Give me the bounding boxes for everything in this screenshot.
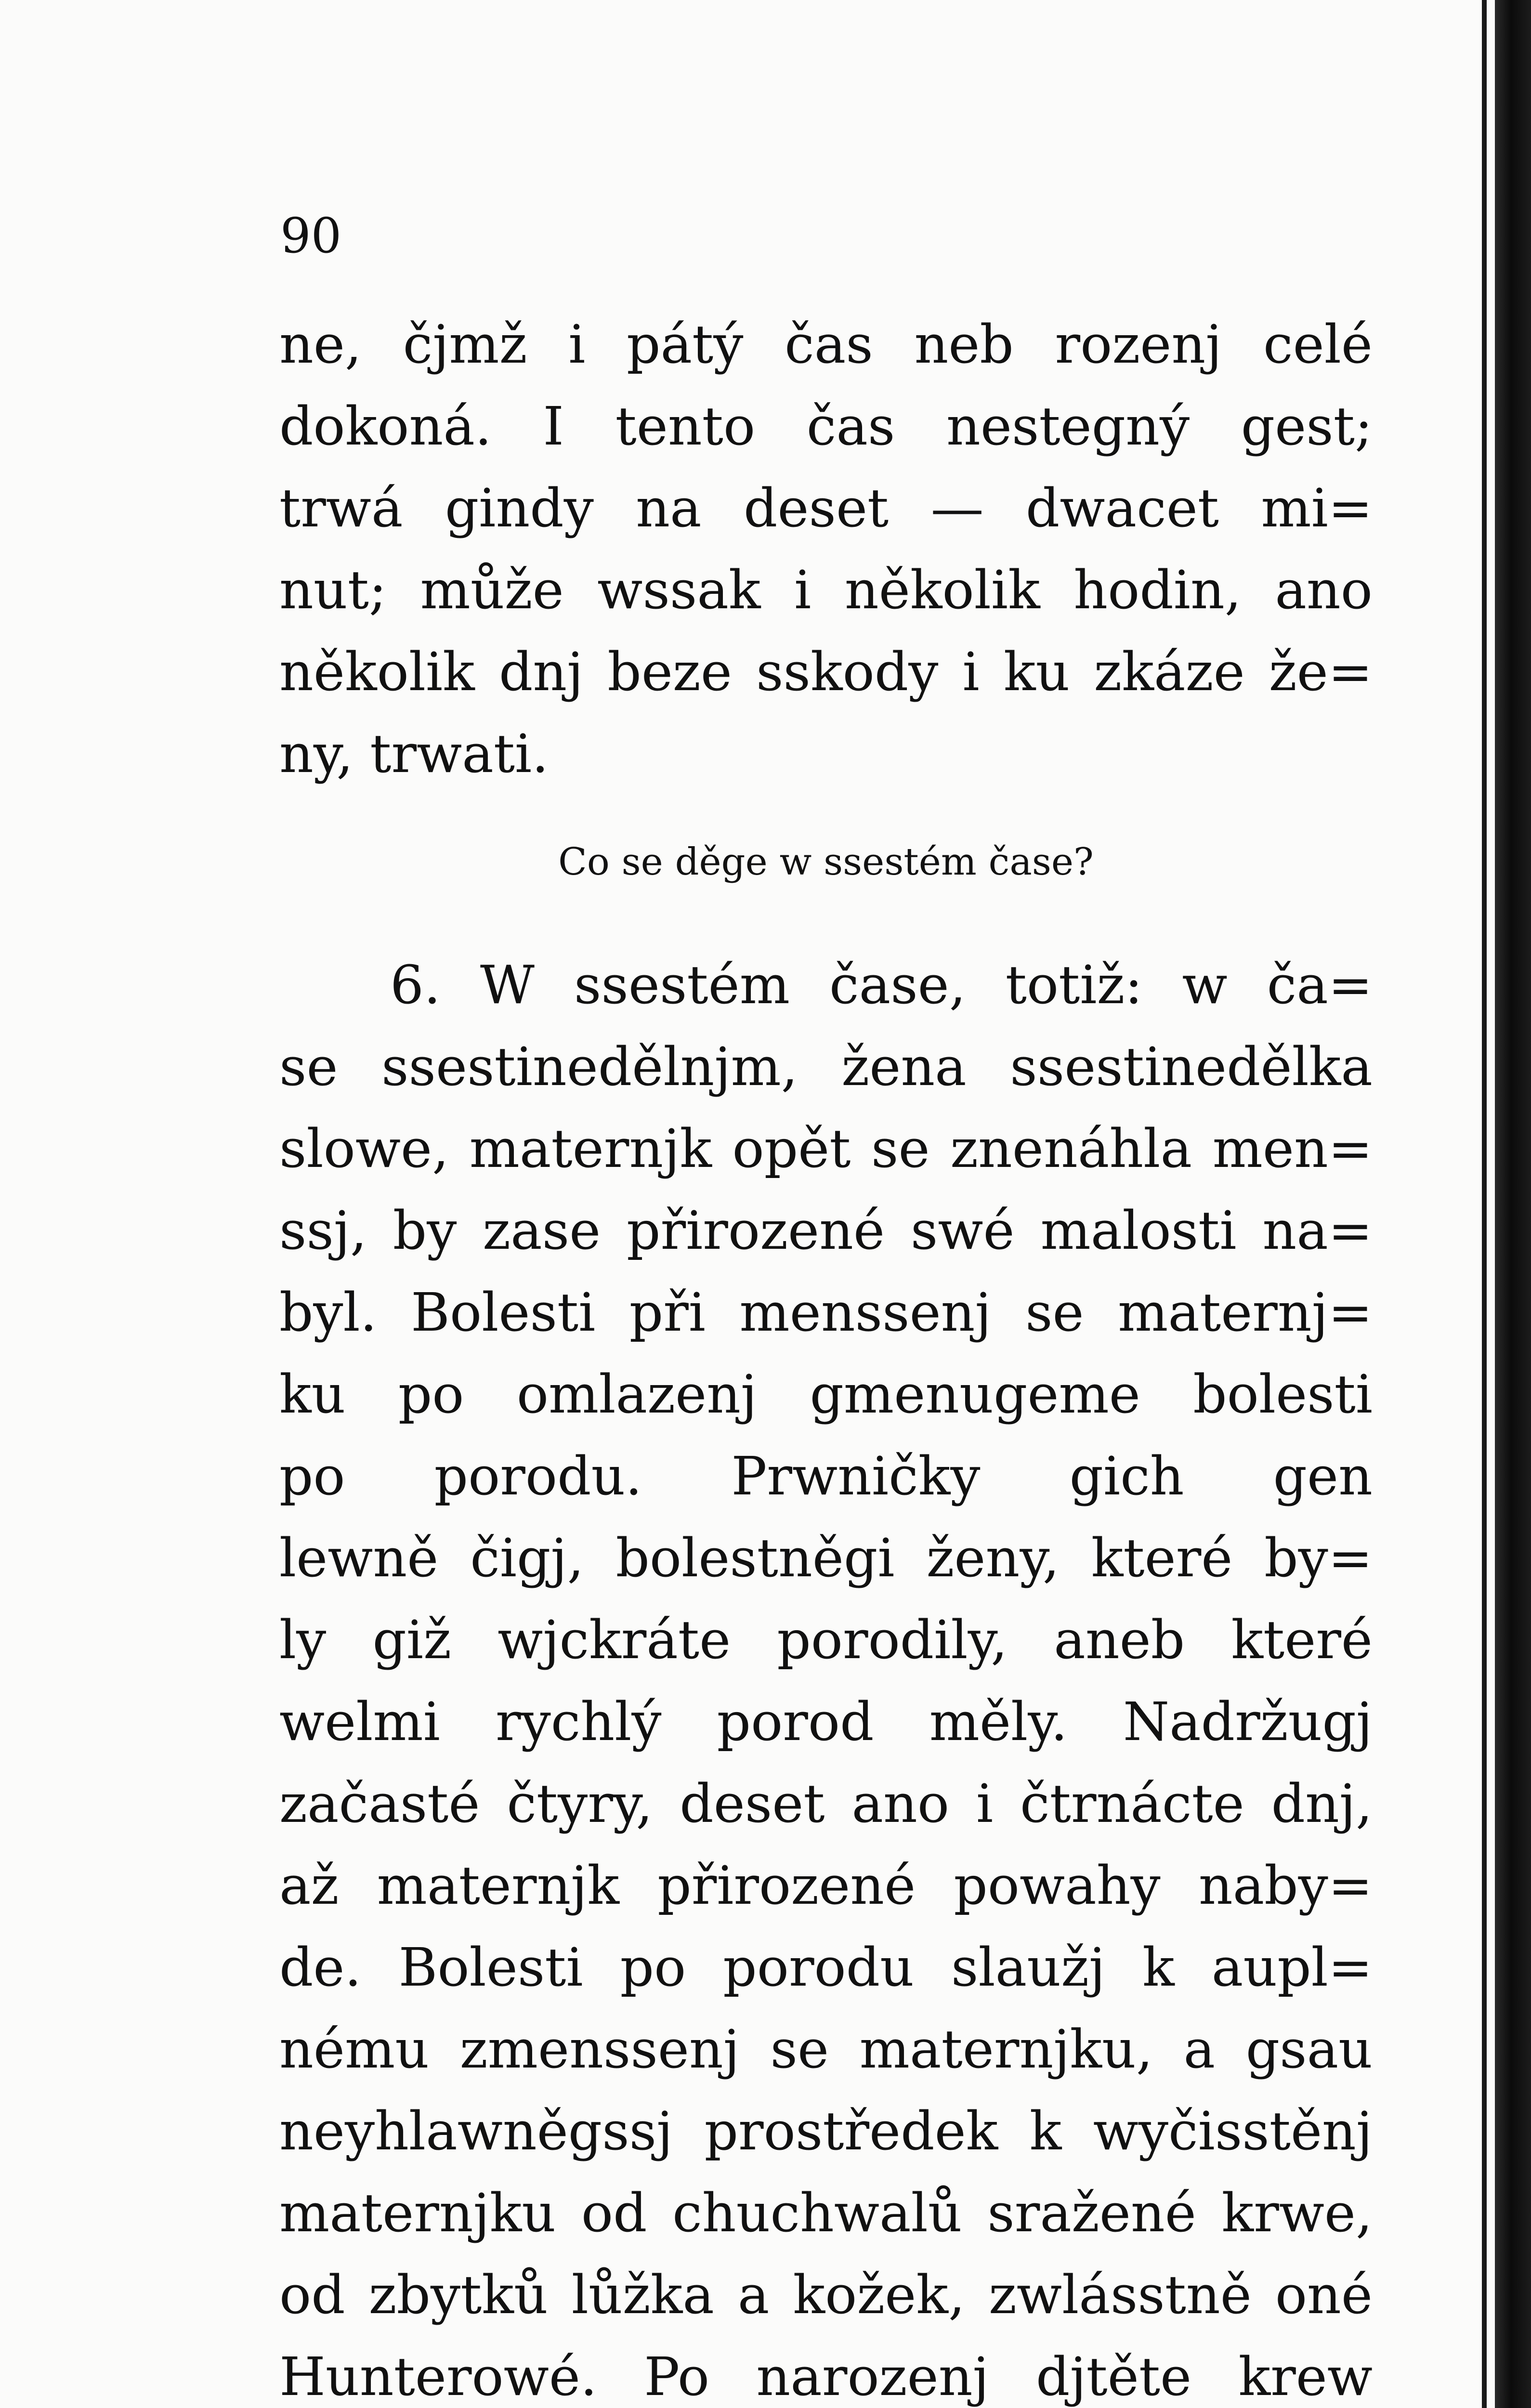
text-line: ku po omlazenj gmenugeme bolesti <box>279 1363 1373 1425</box>
text-line: až maternjk přirozené powahy naby= <box>279 1855 1373 1916</box>
text-block <box>279 303 1373 2408</box>
text-line: po porodu. Prwničky gich gen <box>279 1445 1373 1507</box>
text-line: ly giž wjckráte porodily, aneb které <box>279 1609 1373 1671</box>
text-line: slowe, maternjk opět se znenáhla men= <box>279 1118 1373 1179</box>
text-line: trwá gindy na deset — dwacet mi= <box>279 477 1373 539</box>
text-line: 6. W ssestém čase, totiž: w ča= <box>390 954 1373 1016</box>
text-line: nému zmenssenj se maternjku, a gsau <box>279 2018 1373 2080</box>
text-line: welmi rychlý porod měly. Nadržugj <box>279 1691 1373 1753</box>
text-line: de. Bolesti po porodu slaužj k aupl= <box>279 1937 1373 1998</box>
text-line: od zbytků lůžka a kožek, zwlásstně oné <box>279 2264 1373 2326</box>
text-line: byl. Bolesti při menssenj se maternj= <box>279 1282 1373 1343</box>
text-line: maternjku od chuchwalů sražené krwe, <box>279 2182 1373 2244</box>
text-line: ssj, by zase přirozené swé malosti na= <box>279 1200 1373 1261</box>
text-line: nut; může wssak i několik hodin, ano <box>279 559 1373 621</box>
text-line: ne, čjmž i pátý čas neb rozenj celé <box>279 314 1373 375</box>
text-line: Hunterowé. Po narozenj djtěte krew <box>279 2346 1373 2408</box>
text-line: několik dnj beze sskody i ku zkáze že= <box>279 641 1373 703</box>
text-line: ny, trwati. <box>279 723 549 785</box>
paragraph-2 <box>279 944 1373 2408</box>
paragraph-1 <box>279 303 1373 795</box>
page-number: 90 <box>280 208 342 264</box>
text-line: neyhlawněgssj prostředek k wyčisstěnj <box>279 2100 1373 2162</box>
text-line: lewně čigj, bolestněgi ženy, které by= <box>279 1527 1373 1589</box>
section-heading: Co se děge w ssestém čase? <box>558 840 1094 884</box>
text-line: se ssestinedělnjm, žena ssestinedělka <box>279 1036 1373 1098</box>
text-line: dokoná. I tento čas nestegný gest; <box>279 395 1373 457</box>
page-edge <box>1495 0 1531 2408</box>
binding-shadow <box>1482 0 1487 2408</box>
text-line: začasté čtyry, deset ano i čtrnácte dnj, <box>279 1773 1373 1834</box>
